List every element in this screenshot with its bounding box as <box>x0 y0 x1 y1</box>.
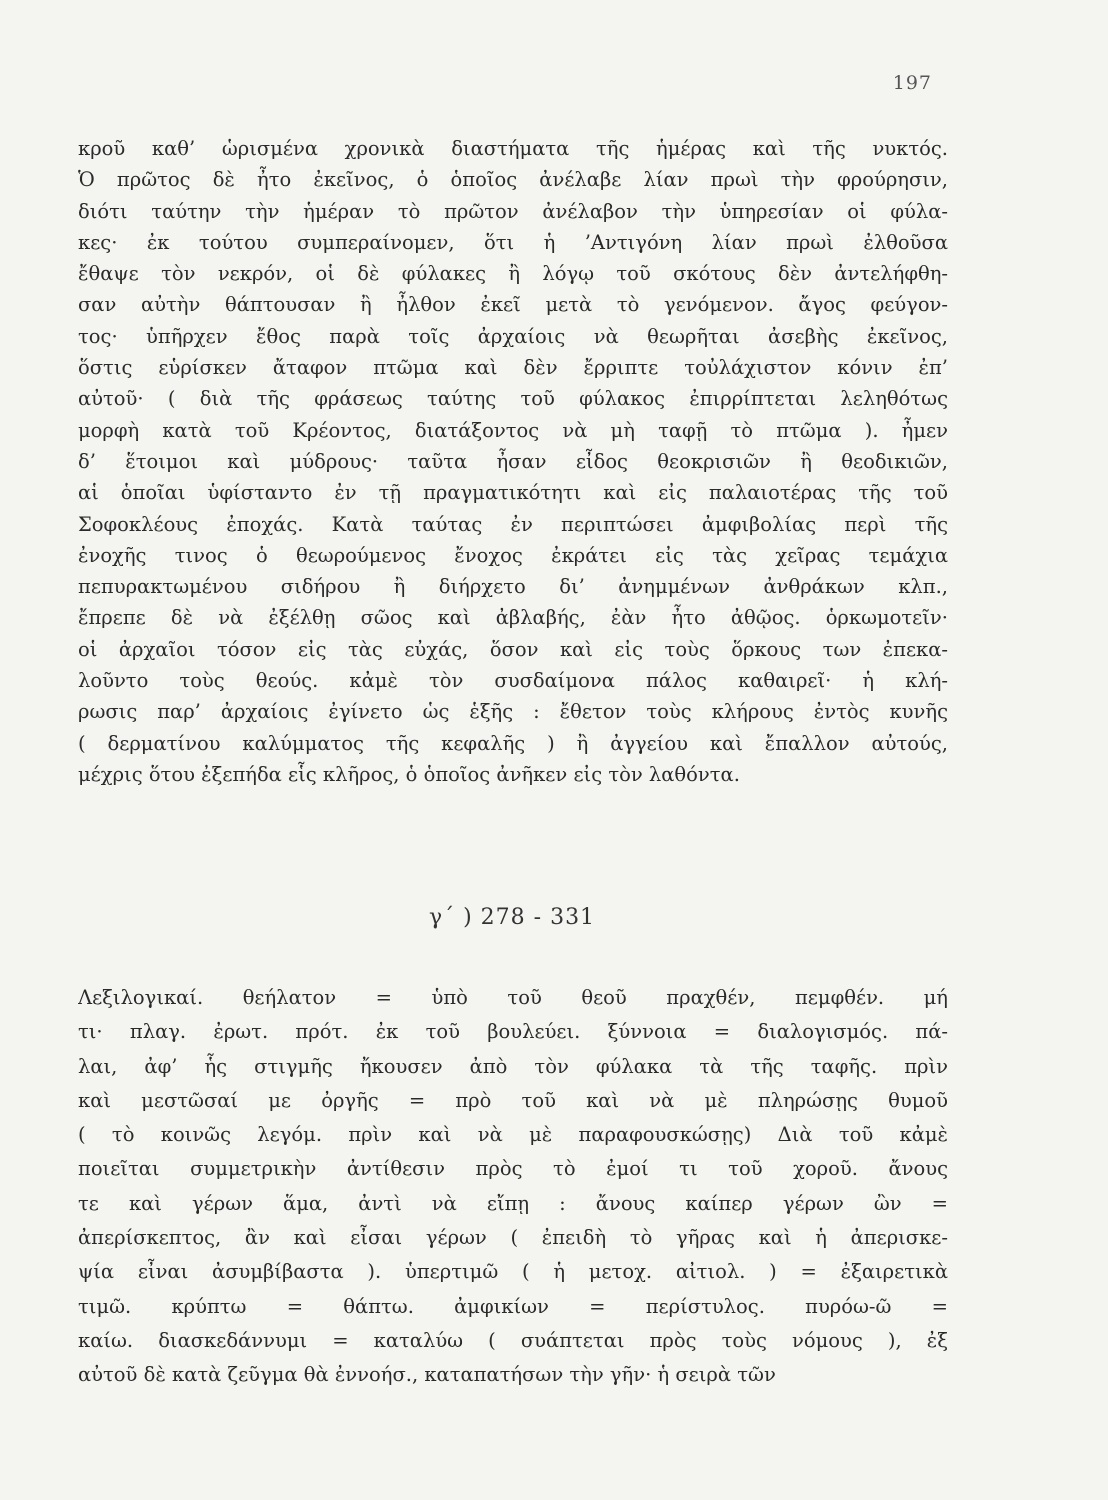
text-line: Σοφοκλέους ἐποχάς. Κατὰ ταύτας ἐν περιπτώσει ἀμφιβολίας περὶ τῆς <box>78 512 948 536</box>
text-line: Ὁ πρῶτος δὲ ἦτο ἐκεῖνος, ὁ ὁποῖος ἀνέλαβε λίαν πρωὶ τὴν φρούρησιν, <box>78 168 948 192</box>
text-line: ἀπερίσκεπτος, ἂν καὶ εἶσαι γέρων ( ἐπειδὴ τὸ γῆρας καὶ ἡ ἀπερισκε- <box>78 1226 948 1250</box>
text-line: τι· πλαγ. ἐρωτ. πρότ. ἐκ τοῦ βουλεύει. ξύννοια = διαλογισμός. πά- <box>78 1020 948 1044</box>
text-line: ( δερματίνου καλύμματος τῆς κεφαλῆς ) ἢ ἀγγείου καὶ ἔπαλλον αὐτούς, <box>78 731 948 755</box>
text-line: ρωσις παρ’ ἀρχαίοις ἐγίνετο ὡς ἑξῆς : ἔθετον τοὺς κλήρους ἐντὸς κυνῆς <box>78 700 948 724</box>
text-line: τιμῶ. κρύπτω = θάπτω. ἀμφικίων = περίστυλος. πυρόω-ῶ = <box>78 1294 948 1318</box>
text-line: κες· ἐκ τούτου συμπεραίνομεν, ὅτι ἡ ’Αντιγόνη λίαν πρωὶ ἐλθοῦσα <box>78 230 948 254</box>
section-heading: γ΄ ) 278 - 331 <box>428 905 596 930</box>
text-line: οἱ ἀρχαῖοι τόσον εἰς τὰς εὐχάς, ὅσον καὶ εἰς τοὺς ὅρκους των ἐπεκα- <box>78 637 948 661</box>
text-line: καὶ μεστῶσαί με ὀργῆς = πρὸ τοῦ καὶ νὰ μὲ πληρώσῃς θυμοῦ <box>78 1088 948 1112</box>
text-line: μορφὴ κατὰ τοῦ Κρέοντος, διατάξοντος νὰ μὴ ταφῇ τὸ πτῶμα ). ἦμεν <box>78 418 948 442</box>
text-line: ὅστις εὑρίσκεν ἄταφον πτῶμα καὶ δὲν ἔρριπτε τοὐλάχιστον κόνιν ἐπ’ <box>78 356 948 380</box>
text-line: αὐτοῦ δὲ κατὰ ζεῦγμα θὰ ἐννοήσ., καταπατήσων τὴν γῆν· ἡ σειρὰ τῶν <box>78 1363 776 1387</box>
text-line: διότι ταύτην τὴν ἡμέραν τὸ πρῶτον ἀνέλαβον τὴν ὑπηρεσίαν οἱ φύλα- <box>78 199 948 223</box>
text-line: σαν αὐτὴν θάπτουσαν ἢ ἦλθον ἐκεῖ μετὰ τὸ γενόμενον. ἄγος φεύγον- <box>78 293 948 317</box>
text-line: ( τὸ κοινῶς λεγόμ. πρὶν καὶ νὰ μὲ παραφουσκώσῃς) Διὰ τοῦ κἀμὲ <box>78 1123 948 1147</box>
text-line: αὐτοῦ· ( διὰ τῆς φράσεως ταύτης τοῦ φύλακος ἐπιρρίπτεται λεληθότως <box>78 387 948 411</box>
text-line: μέχρις ὅτου ἐξεπήδα εἷς κλῆρος, ὁ ὁποῖος ἀνῆκεν εἰς τὸν λαθόντα. <box>78 762 740 786</box>
text-line: πεπυρακτωμένου σιδήρου ἢ διήρχετο δι’ ἀνημμένων ἀνθράκων κλπ., <box>78 575 948 599</box>
text-line: καίω. διασκεδάννυμι = καταλύω ( συάπτεται πρὸς τοὺς νόμους ), ἐξ <box>78 1328 948 1352</box>
text-line: τος· ὑπῆρχεν ἔθος παρὰ τοῖς ἀρχαίοις νὰ θεωρῆται ἀσεβὴς ἐκεῖνος, <box>78 324 948 348</box>
text-line: λαι, ἀφ’ ἧς στιγμῆς ἤκουσεν ἀπὸ τὸν φύλακα τὰ τῆς ταφῆς. πρὶν <box>78 1054 948 1078</box>
text-line: ἔπρεπε δὲ νὰ ἐξέλθῃ σῶος καὶ ἀβλαβής, ἐὰν ἦτο ἀθῷος. ὁρκωμοτεῖν· <box>78 606 948 630</box>
text-line: ἔθαψε τὸν νεκρόν, οἱ δὲ φύλακες ἢ λόγῳ τοῦ σκότους δὲν ἀντελήφθη- <box>78 262 948 286</box>
text-line: ψία εἶναι ἀσυμβίβαστα ). ὑπερτιμῶ ( ἡ μετοχ. αἰτιολ. ) = ἐξαιρετικὰ <box>78 1260 948 1284</box>
text-line: κροῦ καθ’ ὡρισμένα χρονικὰ διαστήματα τῆς ἡμέρας καὶ τῆς νυκτός. <box>78 137 948 160</box>
page-number: 197 <box>892 72 932 94</box>
lexical-notes-paragraph <box>78 981 948 1393</box>
text-line: ποιεῖται συμμετρικὴν ἀντίθεσιν πρὸς τὸ ἐμοί τι τοῦ χοροῦ. ἄνους <box>78 1157 948 1181</box>
commentary-paragraph <box>78 133 948 790</box>
text-line: λοῦντο τοὺς θεούς. κἀμὲ τὸν συσδαίμονα πάλος καθαιρεῖ· ἡ κλή- <box>78 669 948 693</box>
text-line: Λεξιλογικαί. θεήλατον = ὑπὸ τοῦ θεοῦ πραχθέν, πεμφθέν. μή <box>78 986 948 1009</box>
text-line: δ’ ἕτοιμοι καὶ μύδρους· ταῦτα ἦσαν εἶδος θεοκρισιῶν ἢ θεοδικιῶν, <box>78 449 948 473</box>
text-line: ἐνοχῆς τινος ὁ θεωρούμενος ἔνοχος ἐκράτει εἰς τὰς χεῖρας τεμάχια <box>78 543 948 567</box>
text-line: τε καὶ γέρων ἅμα, ἀντὶ νὰ εἴπῃ : ἄνους καίπερ γέρων ὢν = <box>78 1191 948 1215</box>
text-line: αἱ ὁποῖαι ὑφίσταντο ἐν τῇ πραγματικότητι καὶ εἰς παλαιοτέρας τῆς τοῦ <box>78 481 948 505</box>
